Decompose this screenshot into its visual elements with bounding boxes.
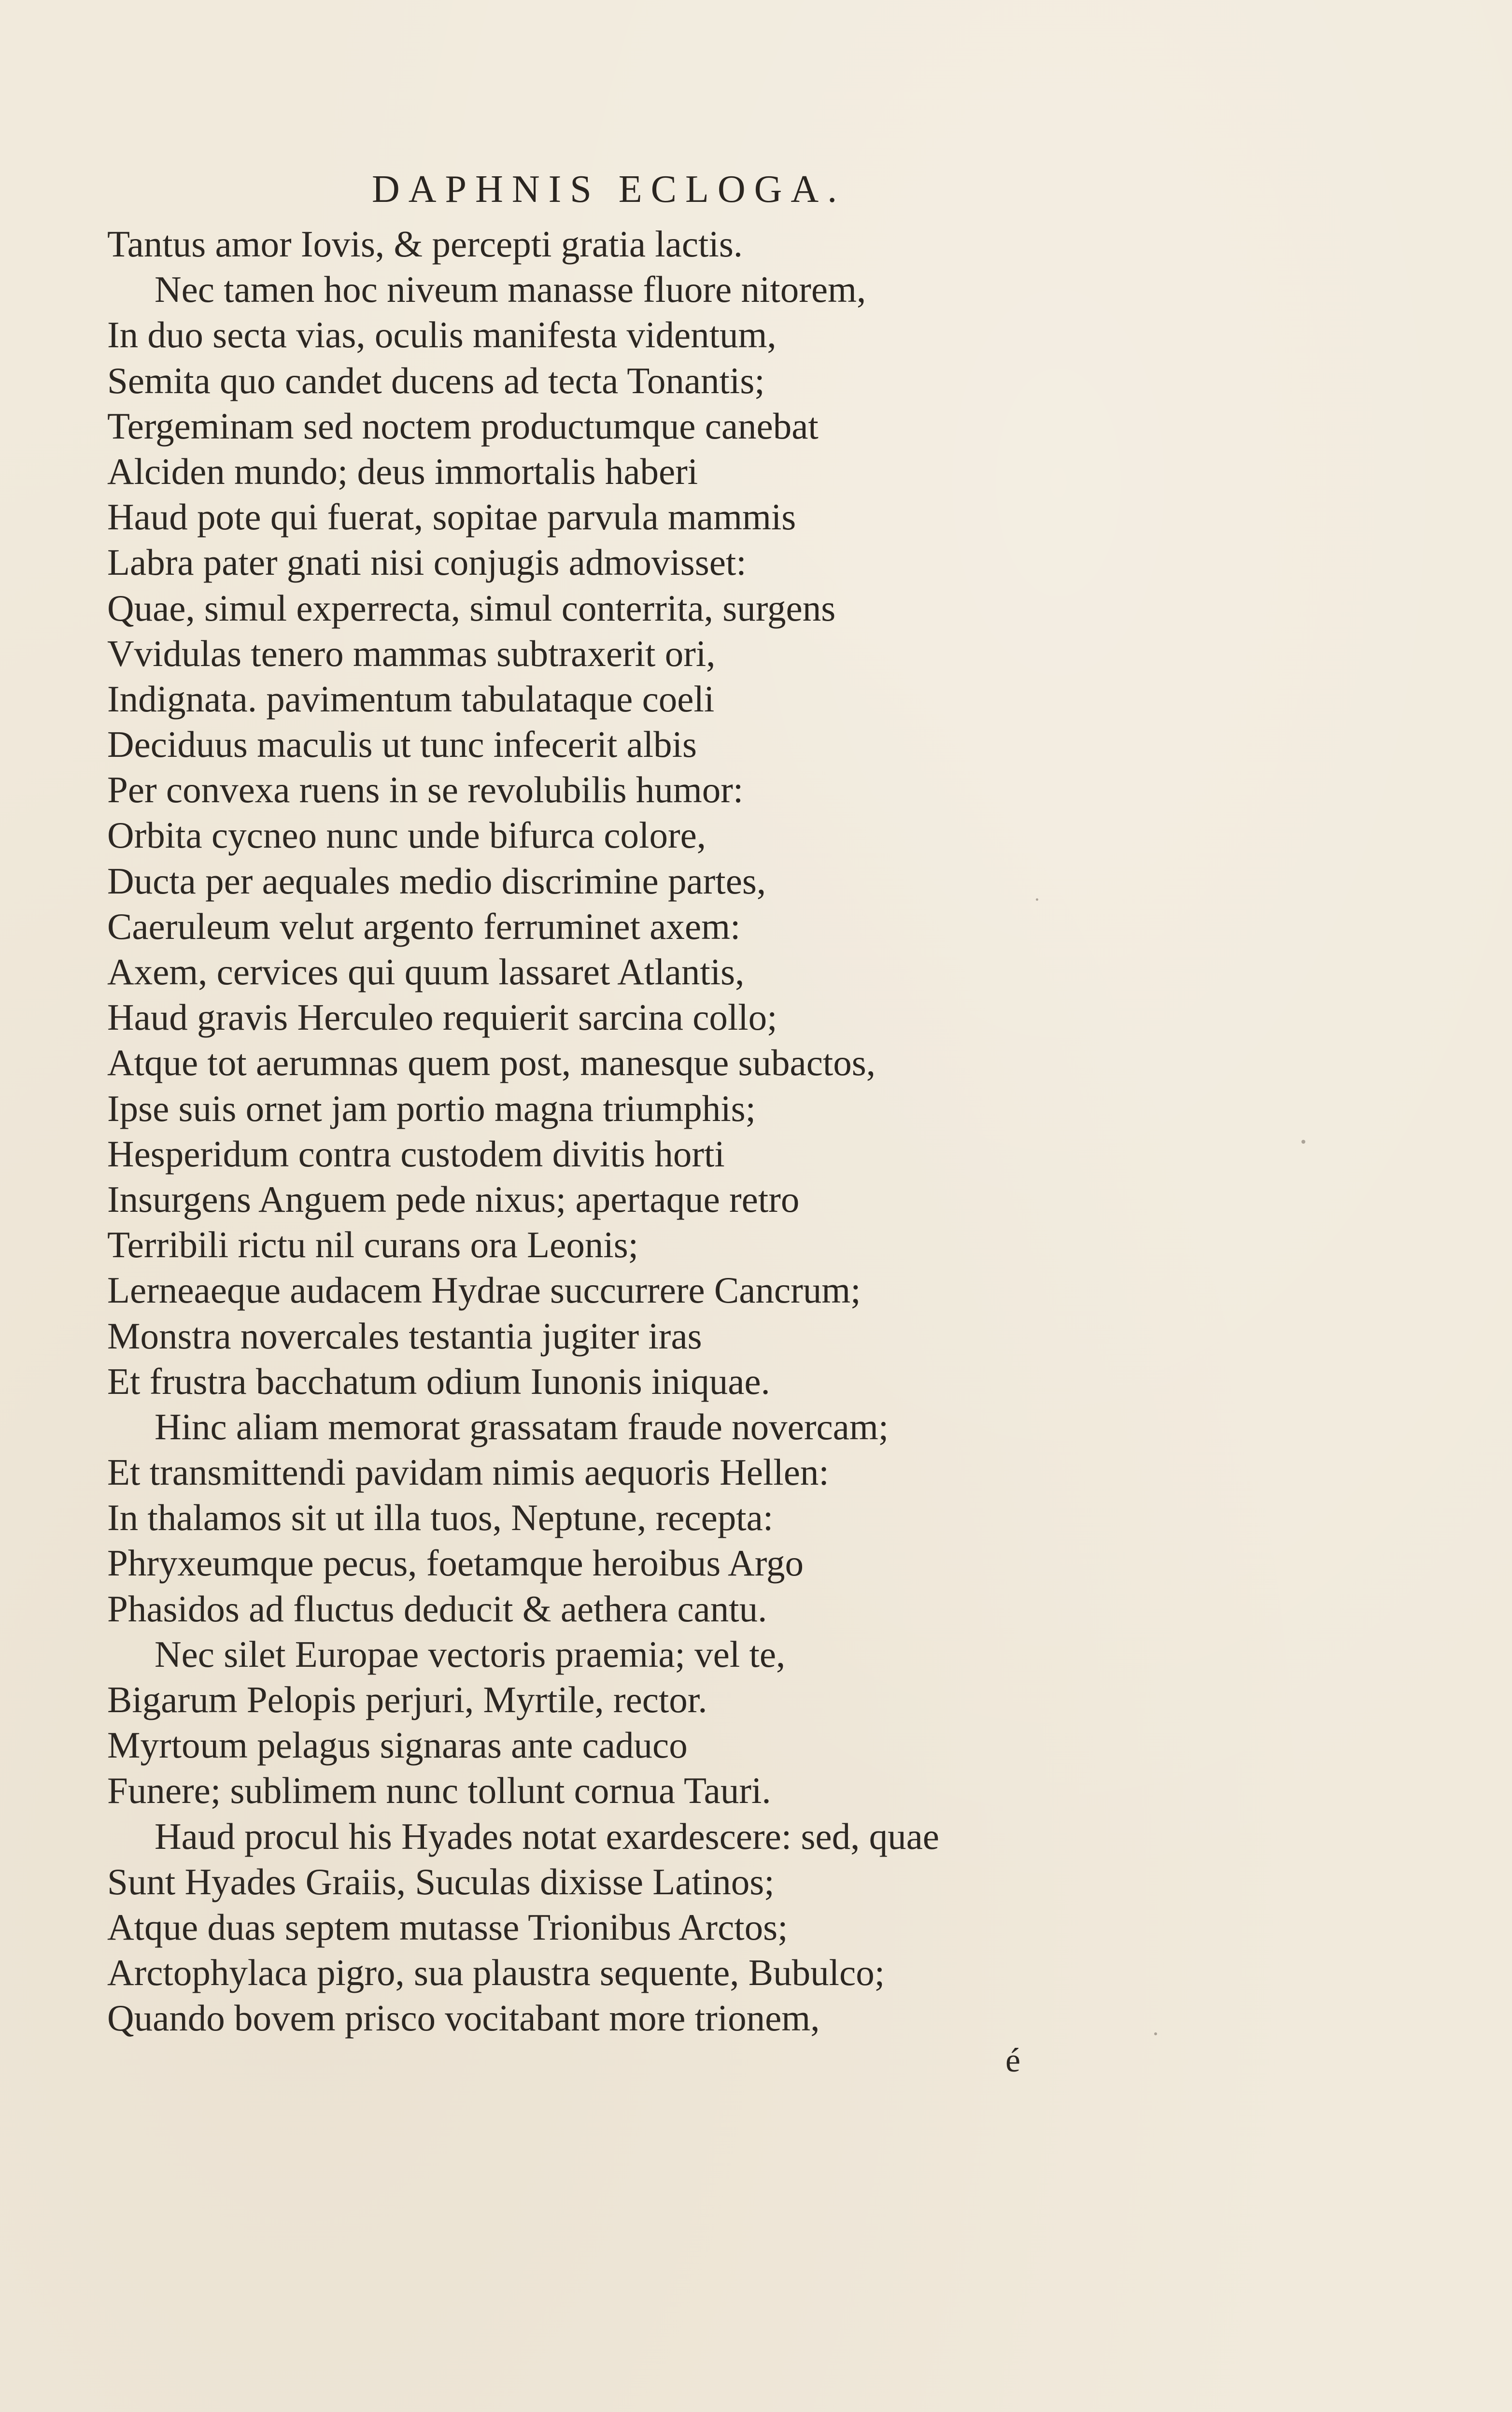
- verse-line: Deciduus maculis ut tunc infecerit albis: [107, 724, 697, 766]
- verse-line: Et frustra bacchatum odium Iunonis iniquae.: [107, 1360, 770, 1402]
- verse-line: Orbita cycneo nunc unde bifurca colore,: [107, 814, 707, 856]
- verse-line: In thalamos sit ut illa tuos, Neptune, recepta:: [107, 1497, 774, 1539]
- verse-line: Monstra novercales testantia jugiter iras: [107, 1315, 702, 1357]
- verse-line: Alciden mundo; deus immortalis haberi: [107, 450, 698, 492]
- verse-line: Lerneaeque audacem Hydrae succurrere Cancrum;: [107, 1269, 861, 1311]
- verse-line: Labra pater gnati nisi conjugis admovisset:: [107, 541, 747, 583]
- verse-line: Per convexa ruens in se revolubilis humor:: [107, 769, 744, 811]
- verse-line: Atque duas septem mutasse Trionibus Arctos;: [107, 1906, 788, 1948]
- verse-line: Haud pote qui fuerat, sopitae parvula mammis: [107, 496, 796, 538]
- verse-line: Nec tamen hoc niveum manasse fluore nitorem,: [155, 269, 866, 311]
- verse-line: Semita quo candet ducens ad tecta Tonantis;: [107, 359, 765, 401]
- verse-line: In duo secta vias, oculis manifesta videntum,: [107, 314, 777, 356]
- verse-line: Et transmittendi pavidam nimis aequoris Hellen:: [107, 1451, 829, 1493]
- verse-line: Vvidulas tenero mammas subtraxerit ori,: [107, 632, 716, 674]
- verse-line: Caeruleum velut argento ferruminet axem:: [107, 905, 741, 947]
- paper-speck: [1036, 898, 1038, 901]
- verse-line: Funere; sublimem nunc tollunt cornua Tauri.: [107, 1770, 771, 1812]
- verse-line: Phryxeumque pecus, foetamque heroibus Argo: [107, 1542, 804, 1584]
- verse-line: Atque tot aerumnas quem post, manesque subactos,: [107, 1042, 876, 1084]
- paper-speck: [1154, 2032, 1157, 2035]
- verse-line: Haud gravis Herculeo requierit sarcina collo;: [107, 996, 777, 1038]
- verse-line: Tantus amor Iovis, & percepti gratia lactis.: [107, 223, 743, 265]
- show-through-text: [1149, 203, 1487, 2038]
- verse-line: Indignata. pavimentum tabulataque coeli: [107, 678, 715, 720]
- verse-line: Tergeminam sed noctem productumque canebat: [107, 405, 819, 447]
- verse-line: Insurgens Anguem pede nixus; apertaque retro: [107, 1178, 800, 1220]
- verse-line: Axem, cervices qui quum lassaret Atlantis,: [107, 951, 745, 993]
- verse-line: Ipse suis ornet jam portio magna triumphis;: [107, 1087, 756, 1129]
- verse-line: Myrtoum pelagus signaras ante caduco: [107, 1724, 688, 1766]
- verse-line: Haud procul his Hyades notat exardescere: sed, quae: [155, 1815, 939, 1857]
- poem-text-block: [107, 221, 1025, 2041]
- verse-line: Nec silet Europae vectoris praemia; vel te,: [155, 1633, 786, 1675]
- running-title: DAPHNIS ECLOGA.: [372, 168, 846, 211]
- verse-line: Ducta per aequales medio discrimine partes,: [107, 860, 766, 902]
- verse-line: Bigarum Pelopis perjuri, Myrtile, rector.: [107, 1679, 707, 1720]
- verse-line: Arctophylaca pigro, sua plaustra sequente, Bubulco;: [107, 1952, 885, 1994]
- paper-speck: [1301, 1140, 1305, 1144]
- verse-line: Phasidos ad fluctus deducit & aethera cantu.: [107, 1588, 767, 1630]
- verse-line: Hesperidum contra custodem divitis horti: [107, 1133, 725, 1175]
- verse-line: Quando bovem prisco vocitabant more trionem,: [107, 1997, 820, 2039]
- verse-line: Hinc aliam memorat grassatam fraude novercam;: [155, 1405, 889, 1447]
- verse-line: Sunt Hyades Graiis, Suculas dixisse Latinos;: [107, 1860, 775, 1902]
- verse-line: Quae, simul experrecta, simul conterrita, surgens: [107, 587, 836, 629]
- catchword: é: [1005, 2042, 1021, 2079]
- verse-line: Terribili rictu nil curans ora Leonis;: [107, 1224, 639, 1266]
